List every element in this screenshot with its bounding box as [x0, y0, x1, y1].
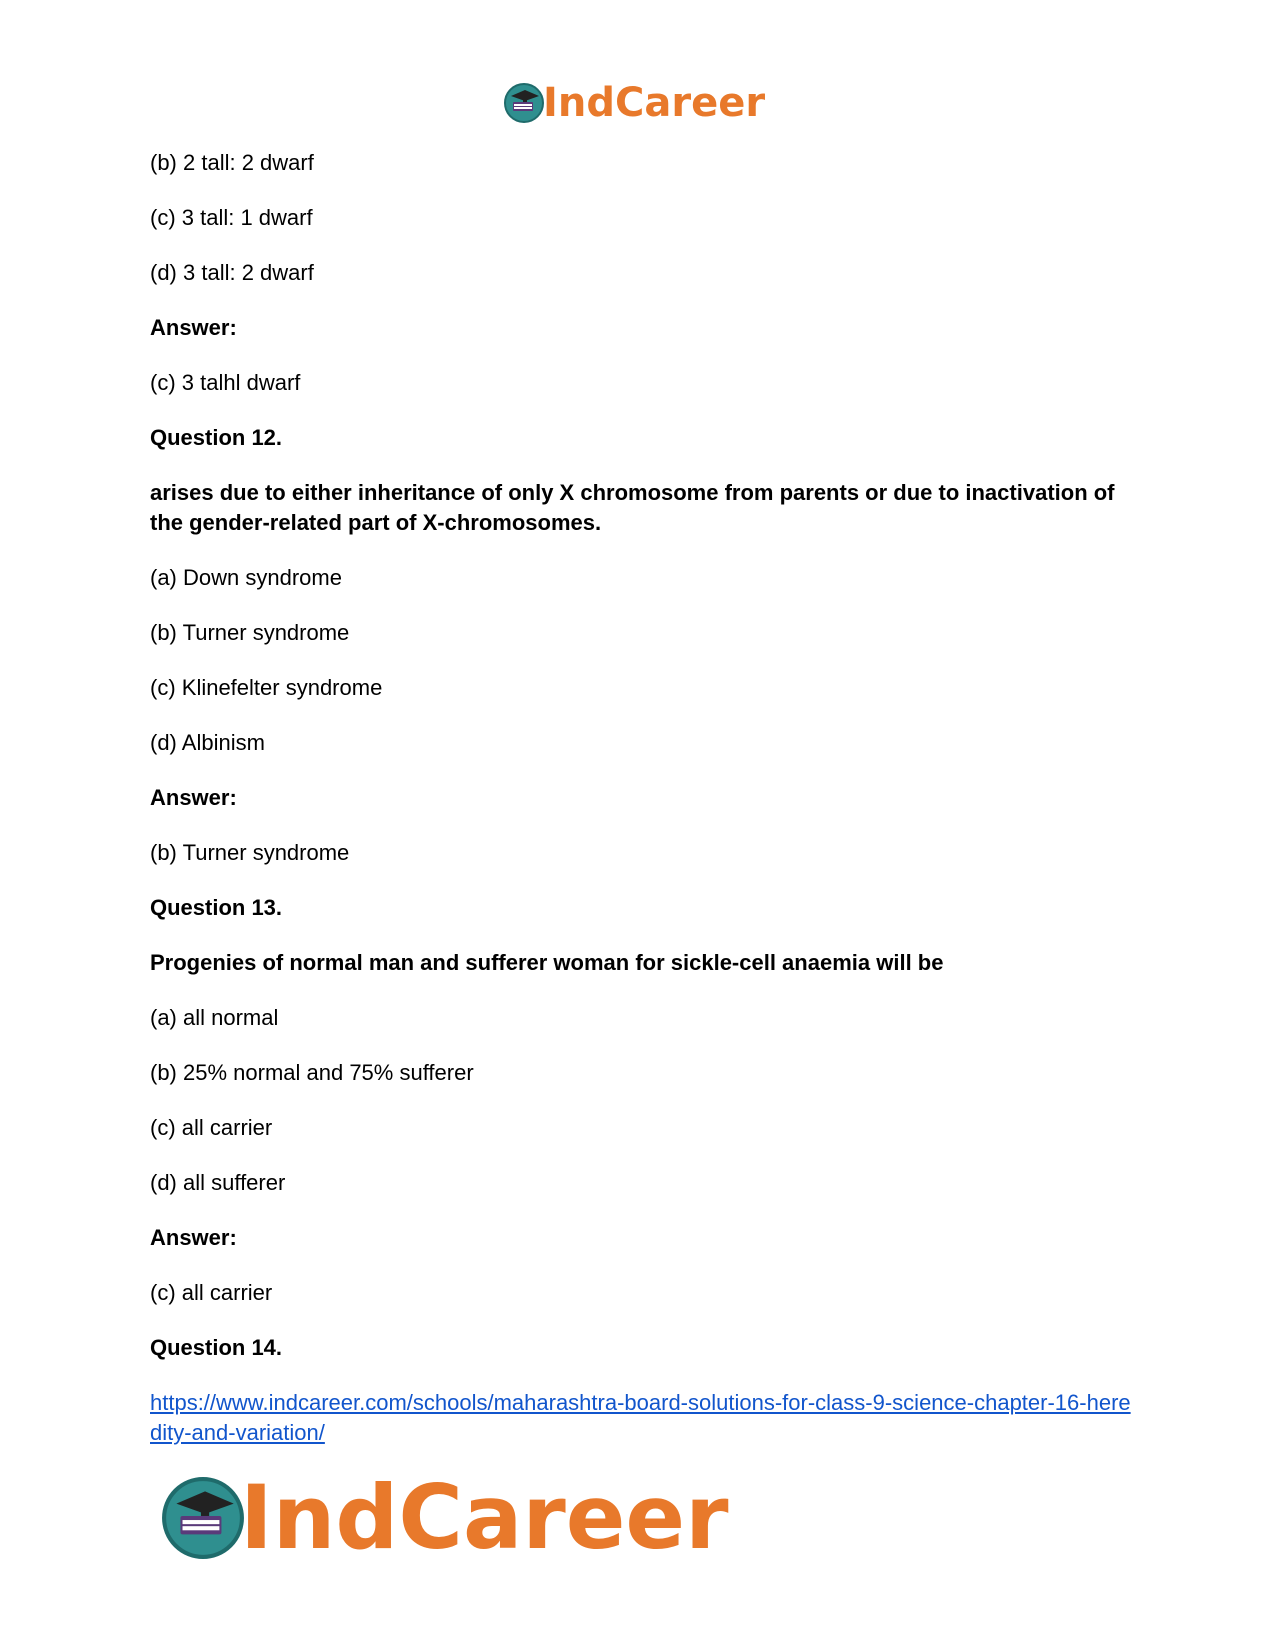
answer-text: (b) Turner syndrome — [150, 840, 350, 865]
document-body — [150, 148, 1140, 1448]
header-logo — [503, 78, 765, 128]
question-heading: Question 12. — [150, 425, 283, 450]
option-b: (b) Turner syndrome — [150, 620, 350, 645]
answer-label: Answer: — [150, 315, 237, 340]
option-a: (a) Down syndrome — [150, 565, 342, 590]
answer-text: (c) 3 talhl dwarf — [150, 370, 301, 395]
answer-text: (c) all carrier — [150, 1280, 273, 1305]
source-link[interactable]: https://www.indcareer.com/schools/maharashtra-board-solutions-for-class-9-science-chapter-16-heredity-and-variation/ — [150, 1390, 1131, 1445]
question-heading: Question 14. — [150, 1335, 283, 1360]
option-b: (b) 25% normal and 75% sufferer — [150, 1060, 474, 1085]
option-c: (c) 3 tall: 1 dwarf — [150, 205, 313, 230]
answer-label: Answer: — [150, 1225, 237, 1250]
graduation-cap-book-globe-icon — [160, 1475, 246, 1561]
graduation-cap-book-globe-icon — [503, 82, 545, 124]
option-d: (d) all sufferer — [150, 1170, 286, 1195]
question-text: arises due to either inheritance of only X chromosome from parents or due to inactivation of the gender-related part of X-chromosomes. — [150, 480, 1115, 535]
brand-name: IndCareer — [240, 1466, 729, 1569]
option-d: (d) Albinism — [150, 730, 265, 755]
option-a: (a) all normal — [150, 1005, 279, 1030]
option-b: (b) 2 tall: 2 dwarf — [150, 150, 314, 175]
option-d: (d) 3 tall: 2 dwarf — [150, 260, 314, 285]
brand-name: IndCareer — [543, 80, 766, 126]
option-c: (c) Klinefelter syndrome — [150, 675, 383, 700]
option-c: (c) all carrier — [150, 1115, 273, 1140]
footer-logo — [160, 1468, 729, 1568]
question-text: Progenies of normal man and sufferer woman for sickle-cell anaemia will be — [150, 950, 944, 975]
answer-label: Answer: — [150, 785, 237, 810]
question-heading: Question 13. — [150, 895, 283, 920]
